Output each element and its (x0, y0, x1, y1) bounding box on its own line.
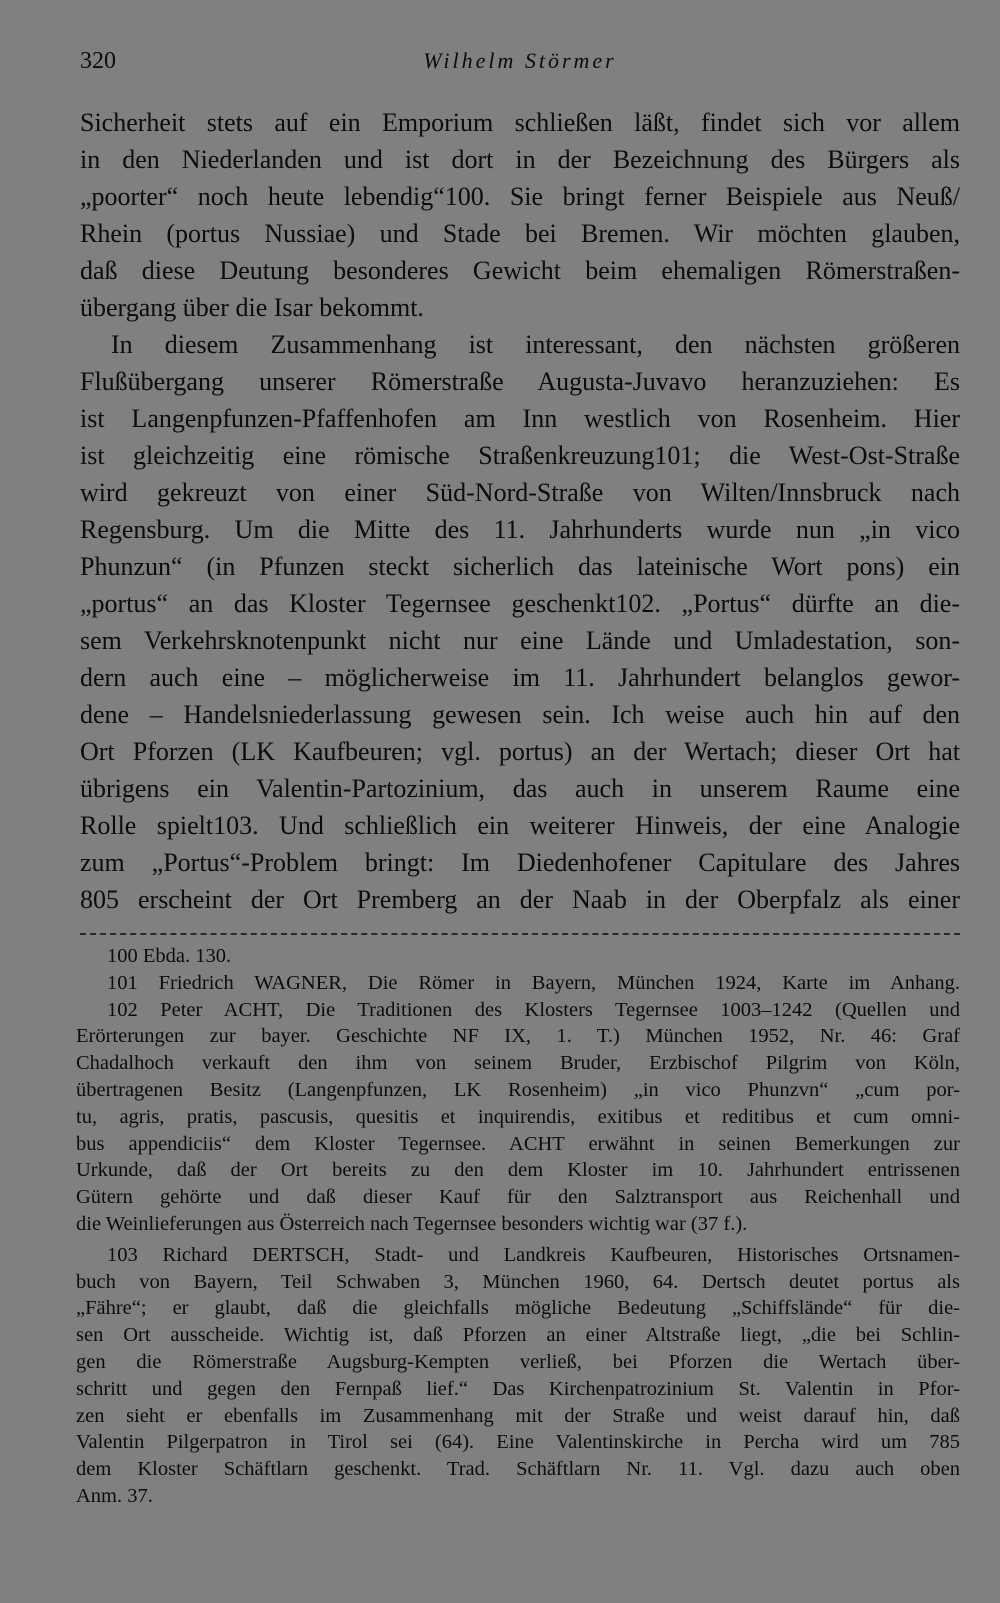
body-line: wird gekreuzt von einer Süd-Nord-Straße von Wilten/Innsbruck nach (80, 478, 960, 507)
footnote-line: „Fähre“; er glaubt, daß die gleichfalls mögliche Bedeutung „Schiffslände“ für die- (76, 1297, 960, 1320)
body-line: ist Langenpfunzen-Pfaffenhofen am Inn westlich von Rosenheim. Hier (80, 404, 960, 433)
footnote-line: Urkunde, daß der Ort bereits zu den dem Kloster im 10. Jahrhundert entrissenen (76, 1159, 960, 1182)
footnote-103: 103 Richard DERTSCH, Stadt- und Landkreis Kaufbeuren, Historisches Ortsnamen- (107, 1243, 960, 1266)
body-line: daß diese Deutung besonderes Gewicht beim ehemaligen Römerstraßen- (80, 256, 960, 285)
body-line: übergang über die Isar bekommt. (80, 293, 424, 322)
body-line: Flußübergang unserer Römerstraße Augusta-Juvavo heranzuziehen: Es (80, 367, 960, 396)
body-line: In diesem Zusammenhang ist interessant, den nächsten größeren (111, 330, 960, 359)
footnote-line: übertragenen Besitz (Langenpfunzen, LK Rosenheim) „in vico Phunzvn“ „cum por- (76, 1078, 960, 1101)
footnote-line: Gütern gehörte und daß dieser Kauf für den Salztransport aus Reichenhall und (76, 1186, 960, 1209)
body-line: Phunzun“ (in Pfunzen steckt sicherlich das lateinische Wort pons) ein (80, 552, 960, 581)
body-line: dene – Handelsniederlassung gewesen sein. Ich weise auch hin auf den (80, 700, 960, 729)
footnotes (76, 943, 960, 1510)
body-line: Regensburg. Um die Mitte des 11. Jahrhunderts wurde nun „in vico (80, 515, 960, 544)
footnote-line: dem Kloster Schäftlarn geschenkt. Trad. Schäftlarn Nr. 11. Vgl. dazu auch oben (76, 1458, 960, 1481)
footnote-102: 102 Peter ACHT, Die Traditionen des Klosters Tegernsee 1003–1242 (Quellen und (107, 998, 960, 1021)
footnote-line: bus appendiciis“ dem Kloster Tegernsee. ACHT erwähnt in seinen Bemerkungen zur (76, 1132, 960, 1155)
running-head: Wilhelm Störmer (423, 48, 617, 73)
page-number: 320 (80, 48, 116, 74)
body-line: zum „Portus“-Problem bringt: Im Diedenhofener Capitulare des Jahres (80, 848, 960, 877)
body-line: dern auch eine – möglicherweise im 11. Jahrhundert belanglos gewor- (80, 663, 960, 692)
body-line: ist gleichzeitig eine römische Straßenkreuzung101; die West-Ost-Straße (80, 441, 960, 470)
footnote-line: zen sieht er ebenfalls im Zusammenhang mit der Straße und weist darauf hin, daß (76, 1404, 960, 1427)
footnote-101: 101 Friedrich WAGNER, Die Römer in Bayern, München 1924, Karte im Anhang. (107, 971, 960, 994)
body-line: Ort Pforzen (LK Kaufbeuren; vgl. portus) an der Wertach; dieser Ort hat (80, 737, 960, 766)
body-line: „portus“ an das Kloster Tegernsee geschenkt102. „Portus“ dürfte an die- (80, 589, 960, 618)
footnote-line: Anm. 37. (76, 1484, 153, 1507)
body-line: „poorter“ noch heute lebendig“100. Sie bringt ferner Beispiele aus Neuß/ (80, 182, 960, 211)
footnote-line: schritt und gegen den Fernpaß lief.“ Das Kirchenpatrozinium St. Valentin in Pfor- (76, 1377, 960, 1400)
page-header (80, 48, 960, 82)
footnote-line: sen Ort ausscheide. Wichtig ist, daß Pforzen an einer Altstraße liegt, „die bei Schlin- (76, 1324, 960, 1347)
footnote-line: gen die Römerstraße Augsburg-Kempten verließ, bei Pforzen die Wertach über- (76, 1350, 960, 1373)
body-line: Sicherheit stets auf ein Emporium schließen läßt, findet sich vor allem (80, 108, 960, 137)
footnote-line: Erörterungen zur bayer. Geschichte NF IX, 1. T.) München 1952, Nr. 46: Graf (76, 1025, 960, 1048)
footnote-100: 100 Ebda. 130. (107, 945, 232, 967)
footnote-line: tu, agris, pratis, pascusis, quesitis et inquirendis, exitibus et reditibus et cum omni- (76, 1105, 960, 1128)
footnote-line: buch von Bayern, Teil Schwaben 3, München 1960, 64. Dertsch deutet portus als (76, 1270, 960, 1293)
body-line: sem Verkehrsknotenpunkt nicht nur eine Lände und Umladestation, son- (80, 626, 960, 655)
body-line: Rolle spielt103. Und schließlich ein weiterer Hinweis, der eine Analogie (80, 811, 960, 840)
footnote-line: Chadalhoch verkauft den ihm von seinem Bruder, Erzbischof Pilgrim von Köln, (76, 1052, 960, 1075)
footnote-rule (80, 933, 960, 935)
body-line: übrigens ein Valentin-Partozinium, das auch in unserem Raume eine (80, 774, 960, 803)
footnote-line: Valentin Pilgerpatron in Tirol sei (64). Eine Valentinskirche in Percha wird um 785 (76, 1431, 960, 1454)
body-text (80, 104, 960, 918)
footnote-line: die Weinlieferungen aus Österreich nach Tegernsee besonders wichtig war (37 f.). (76, 1212, 748, 1235)
body-line: 805 erscheint der Ort Premberg an der Naab in der Oberpfalz als einer (80, 885, 960, 914)
body-line: Rhein (portus Nussiae) und Stade bei Bremen. Wir möchten glauben, (80, 219, 960, 248)
body-line: in den Niederlanden und ist dort in der Bezeichnung des Bürgers als (80, 145, 960, 174)
